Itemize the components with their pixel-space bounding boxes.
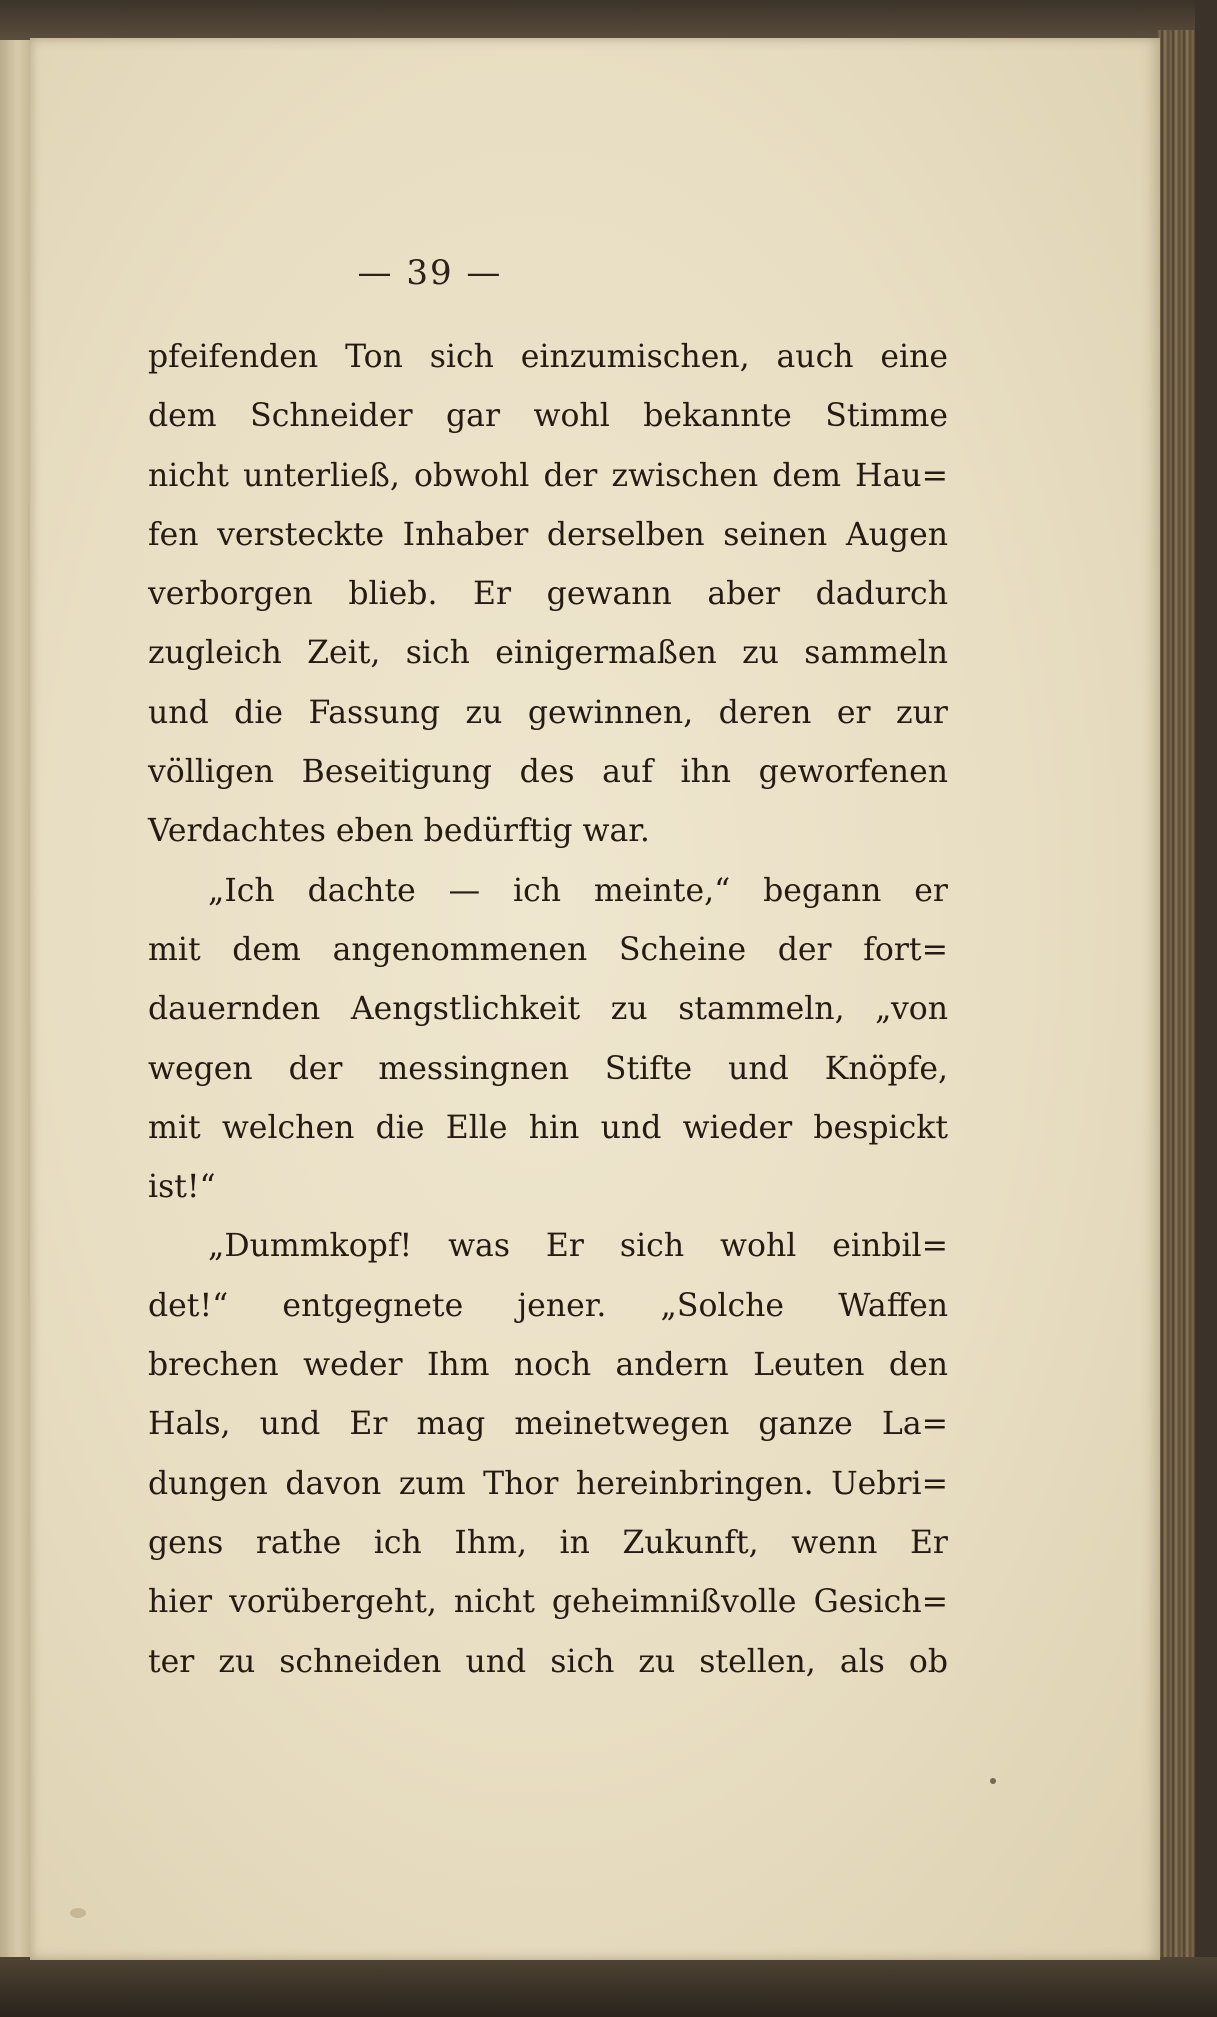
text-line: völligen Beseitigung des auf ihn geworfenen <box>148 754 948 791</box>
paper-stain <box>70 1908 86 1918</box>
page-number: — 39 — <box>357 253 503 293</box>
text-line: gens rathe ich Ihm, in Zukunft, wenn Er <box>148 1524 948 1561</box>
text-line: nicht unterließ, obwohl der zwischen dem Hau= <box>148 457 948 494</box>
text-line: zugleich Zeit, sich einigermaßen zu sammeln <box>148 635 948 672</box>
text-line: pfeifenden Ton sich einzumischen, auch eine <box>148 339 948 375</box>
top-shadow <box>0 0 1217 40</box>
book-page <box>30 38 1160 1960</box>
text-line: Hals, und Er mag meinetwegen ganze La= <box>148 1406 948 1443</box>
text-line: det!“ entgegnete jener. „Solche Waffen <box>148 1287 948 1324</box>
book-cover-edge <box>1195 0 1217 2017</box>
text-line: Verdachtes eben bedürftig war. <box>148 813 650 850</box>
text-line: mit dem angenommenen Scheine der fort= <box>148 931 948 968</box>
text-line: dauernden Aengstlichkeit zu stammeln, „von <box>148 991 948 1028</box>
body-text <box>148 328 948 1692</box>
previous-page-edge <box>0 40 31 1970</box>
text-line: dem Schneider gar wohl bekannte Stimme <box>148 398 948 435</box>
text-line: wegen der messingnen Stifte und Knöpfe, <box>148 1050 948 1087</box>
bottom-shadow <box>0 1957 1217 2017</box>
text-line: und die Fassung zu gewinnen, deren er zur <box>148 694 948 731</box>
text-line: hier vorübergeht, nicht geheimnißvolle Gesich= <box>148 1584 948 1621</box>
paper-speck <box>990 1778 996 1784</box>
text-line: brechen weder Ihm noch andern Leuten den <box>148 1347 948 1384</box>
text-line: mit welchen die Elle hin und wieder bespickt <box>148 1109 948 1146</box>
text-line: dungen davon zum Thor hereinbringen. Uebri= <box>148 1465 948 1502</box>
text-line: verborgen blieb. Er gewann aber dadurch <box>148 576 948 613</box>
text-line: fen versteckte Inhaber derselben seinen Augen <box>148 516 948 553</box>
text-line: „Ich dachte — ich meinte,“ begann er <box>208 872 948 909</box>
text-line: ter zu schneiden und sich zu stellen, als ob <box>148 1643 948 1680</box>
text-line: „Dummkopf! was Er sich wohl einbil= <box>208 1228 948 1265</box>
text-line: ist!“ <box>148 1169 216 1206</box>
